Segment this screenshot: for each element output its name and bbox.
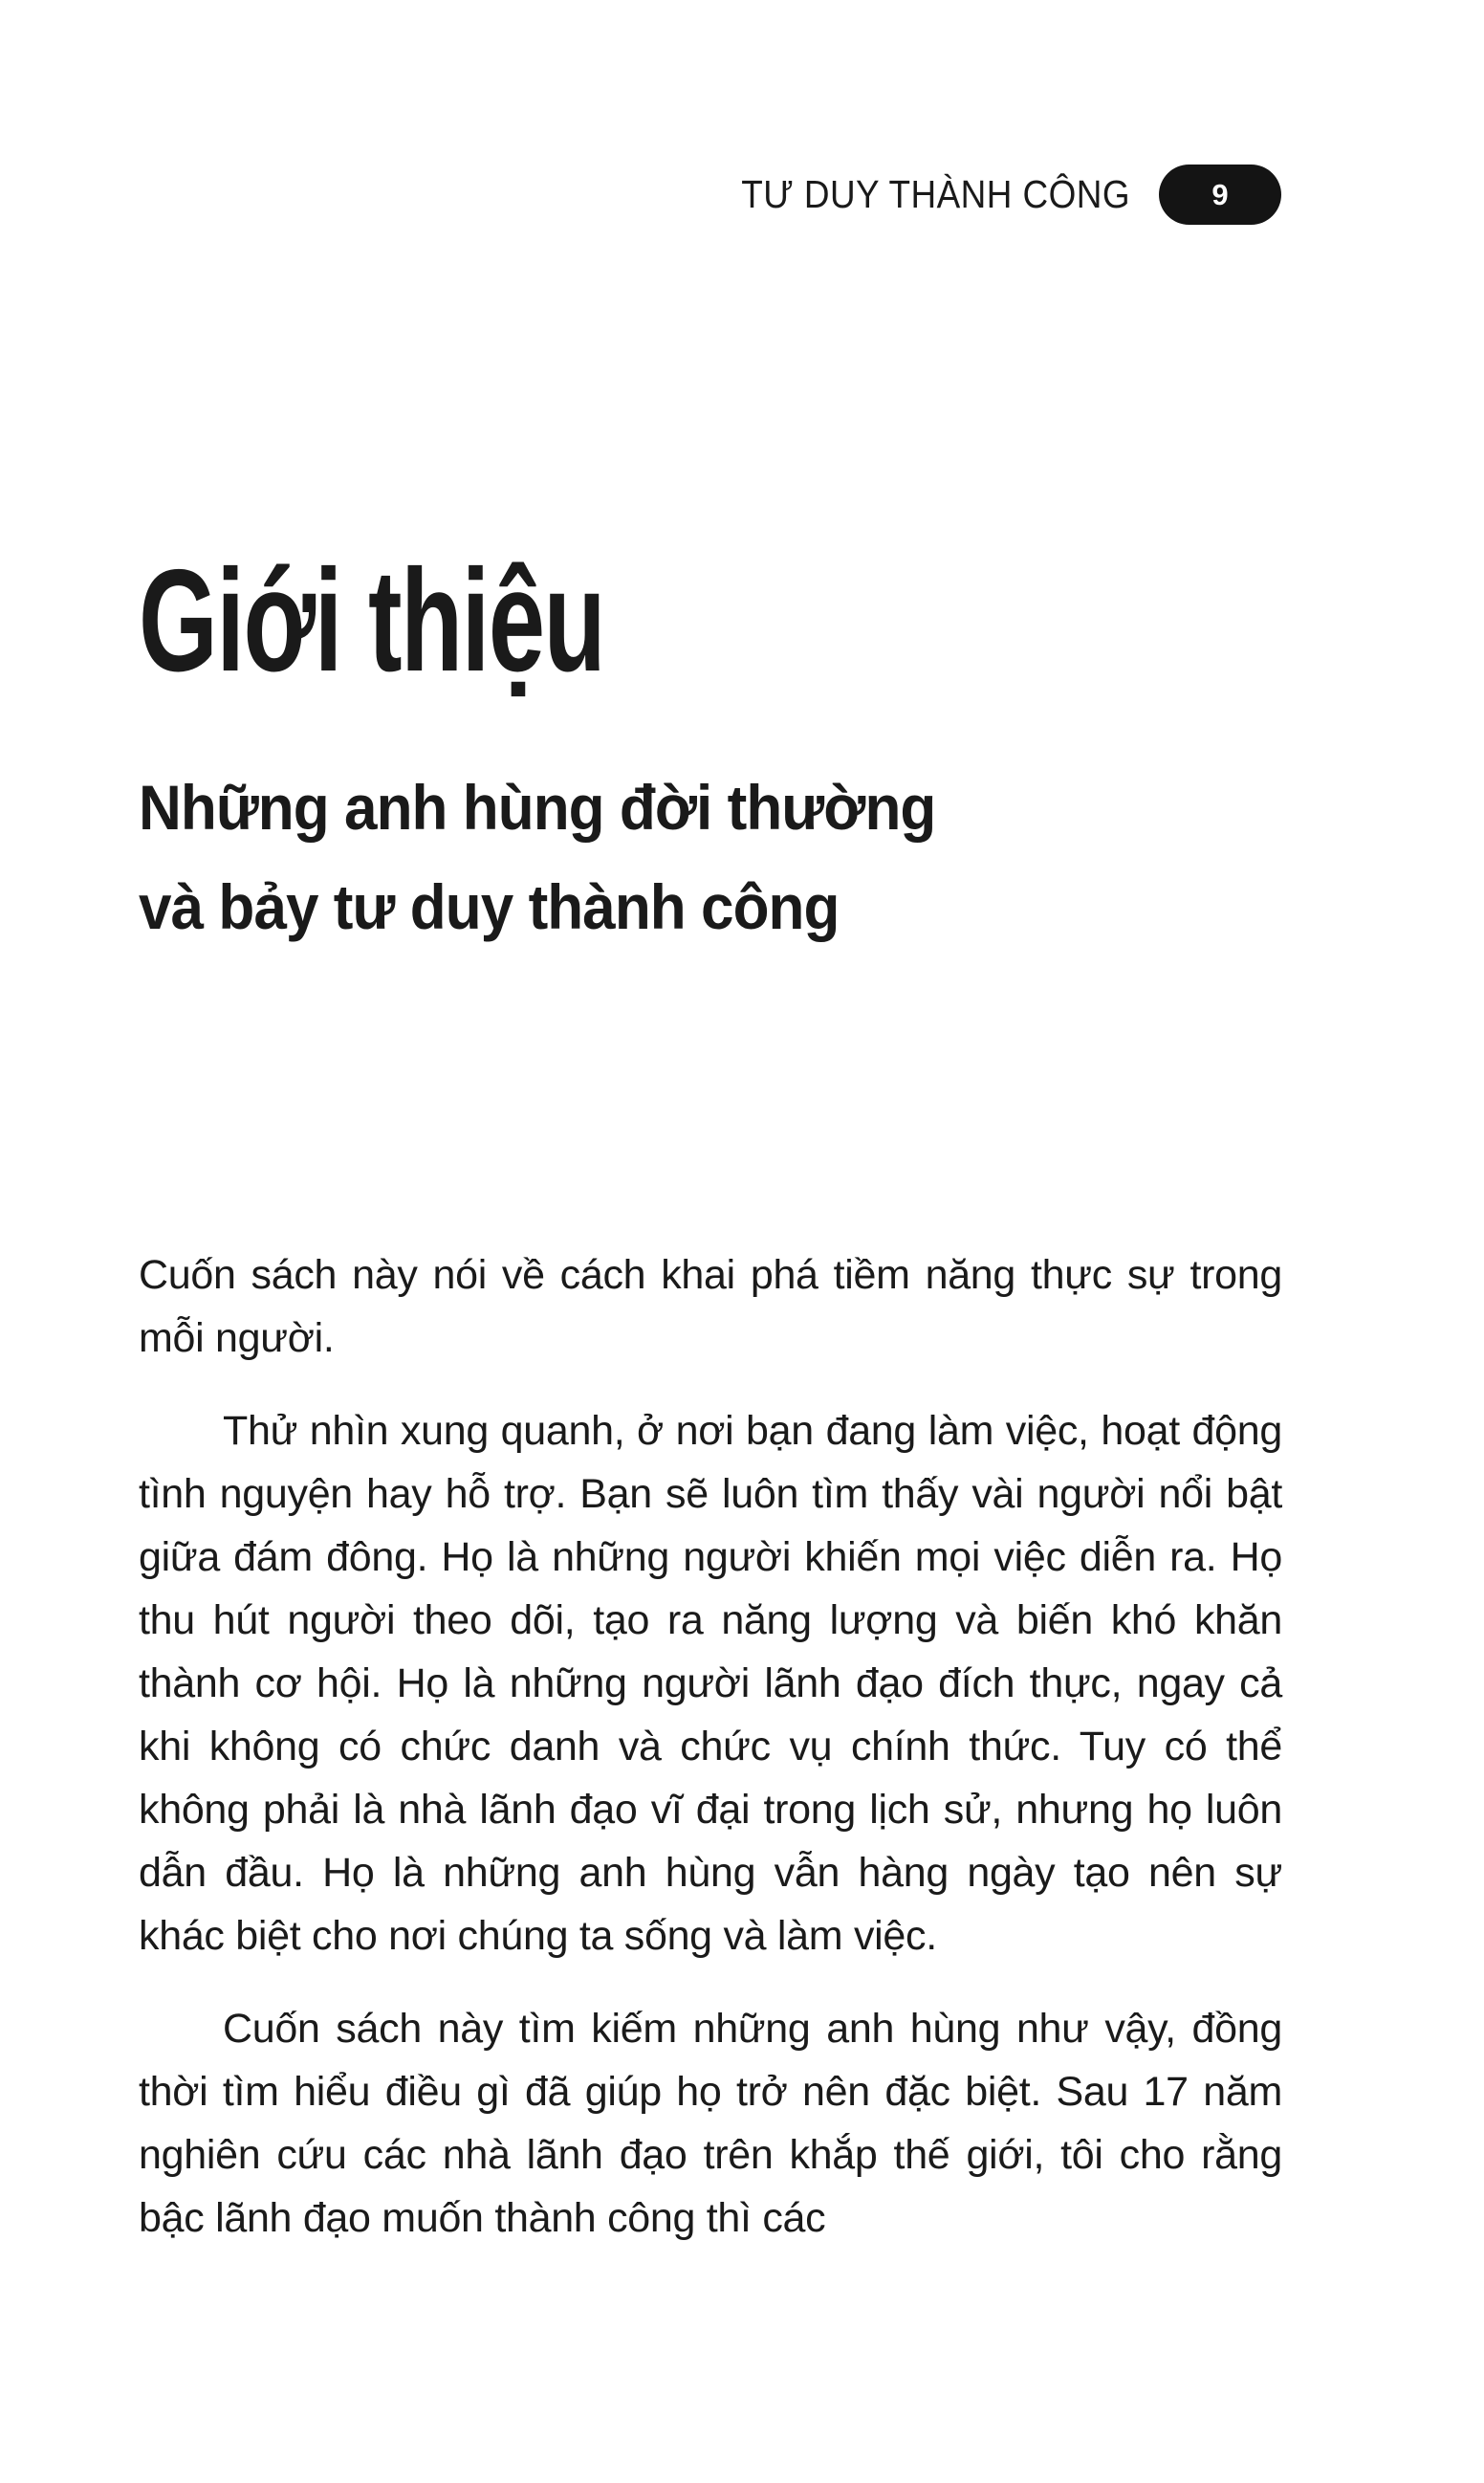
running-header-title: TƯ DUY THÀNH CÔNG xyxy=(741,172,1130,216)
running-header xyxy=(698,165,1281,225)
chapter-subtitle xyxy=(139,758,935,956)
chapter-title: Giới thiệu xyxy=(139,539,605,702)
paragraph-intro: Cuốn sách này nói về cách khai phá tiềm năng thực sự trong mỗi người. xyxy=(139,1252,1282,1361)
page-number-pill xyxy=(1159,165,1281,225)
page-number: 9 xyxy=(1211,177,1229,211)
chapter-subtitle-line-1: Những anh hùng đời thường xyxy=(139,772,936,843)
chapter-subtitle-line-2: và bảy tư duy thành công xyxy=(139,871,840,942)
paragraph-look-around: Thử nhìn xung quanh, ở nơi bạn đang làm việc, hoạt động tình nguyện hay hỗ trợ. Bạn sẽ luôn tìm thấy vài người nổi bật giữa đám đông. Họ là những người khiến mọi việc diễn ra. Họ thu hút người theo dõi, tạo ra năng lượng và biến khó khăn thành cơ hội. Họ là những người lãnh đạo đích thực, ngay cả khi không có chức danh và chức vụ chính thức. Tuy có thể không phải là nhà lãnh đạo vĩ đại trong lịch sử, nhưng họ luôn dẫn đầu. Họ là những anh hùng vẫn hàng ngày tạo nên sự khác biệt cho nơi chúng ta sống và làm việc. xyxy=(139,1408,1282,1959)
body-text xyxy=(139,1243,1282,2279)
paragraph-seeking-heroes: Cuốn sách này tìm kiếm những anh hùng như vậy, đồng thời tìm hiểu điều gì đã giúp họ trở nên đặc biệt. Sau 17 năm nghiên cứu các nhà lãnh đạo trên khắp thế giới, tôi cho rằng bậc lãnh đạo muốn thành công thì các xyxy=(139,2006,1282,2241)
